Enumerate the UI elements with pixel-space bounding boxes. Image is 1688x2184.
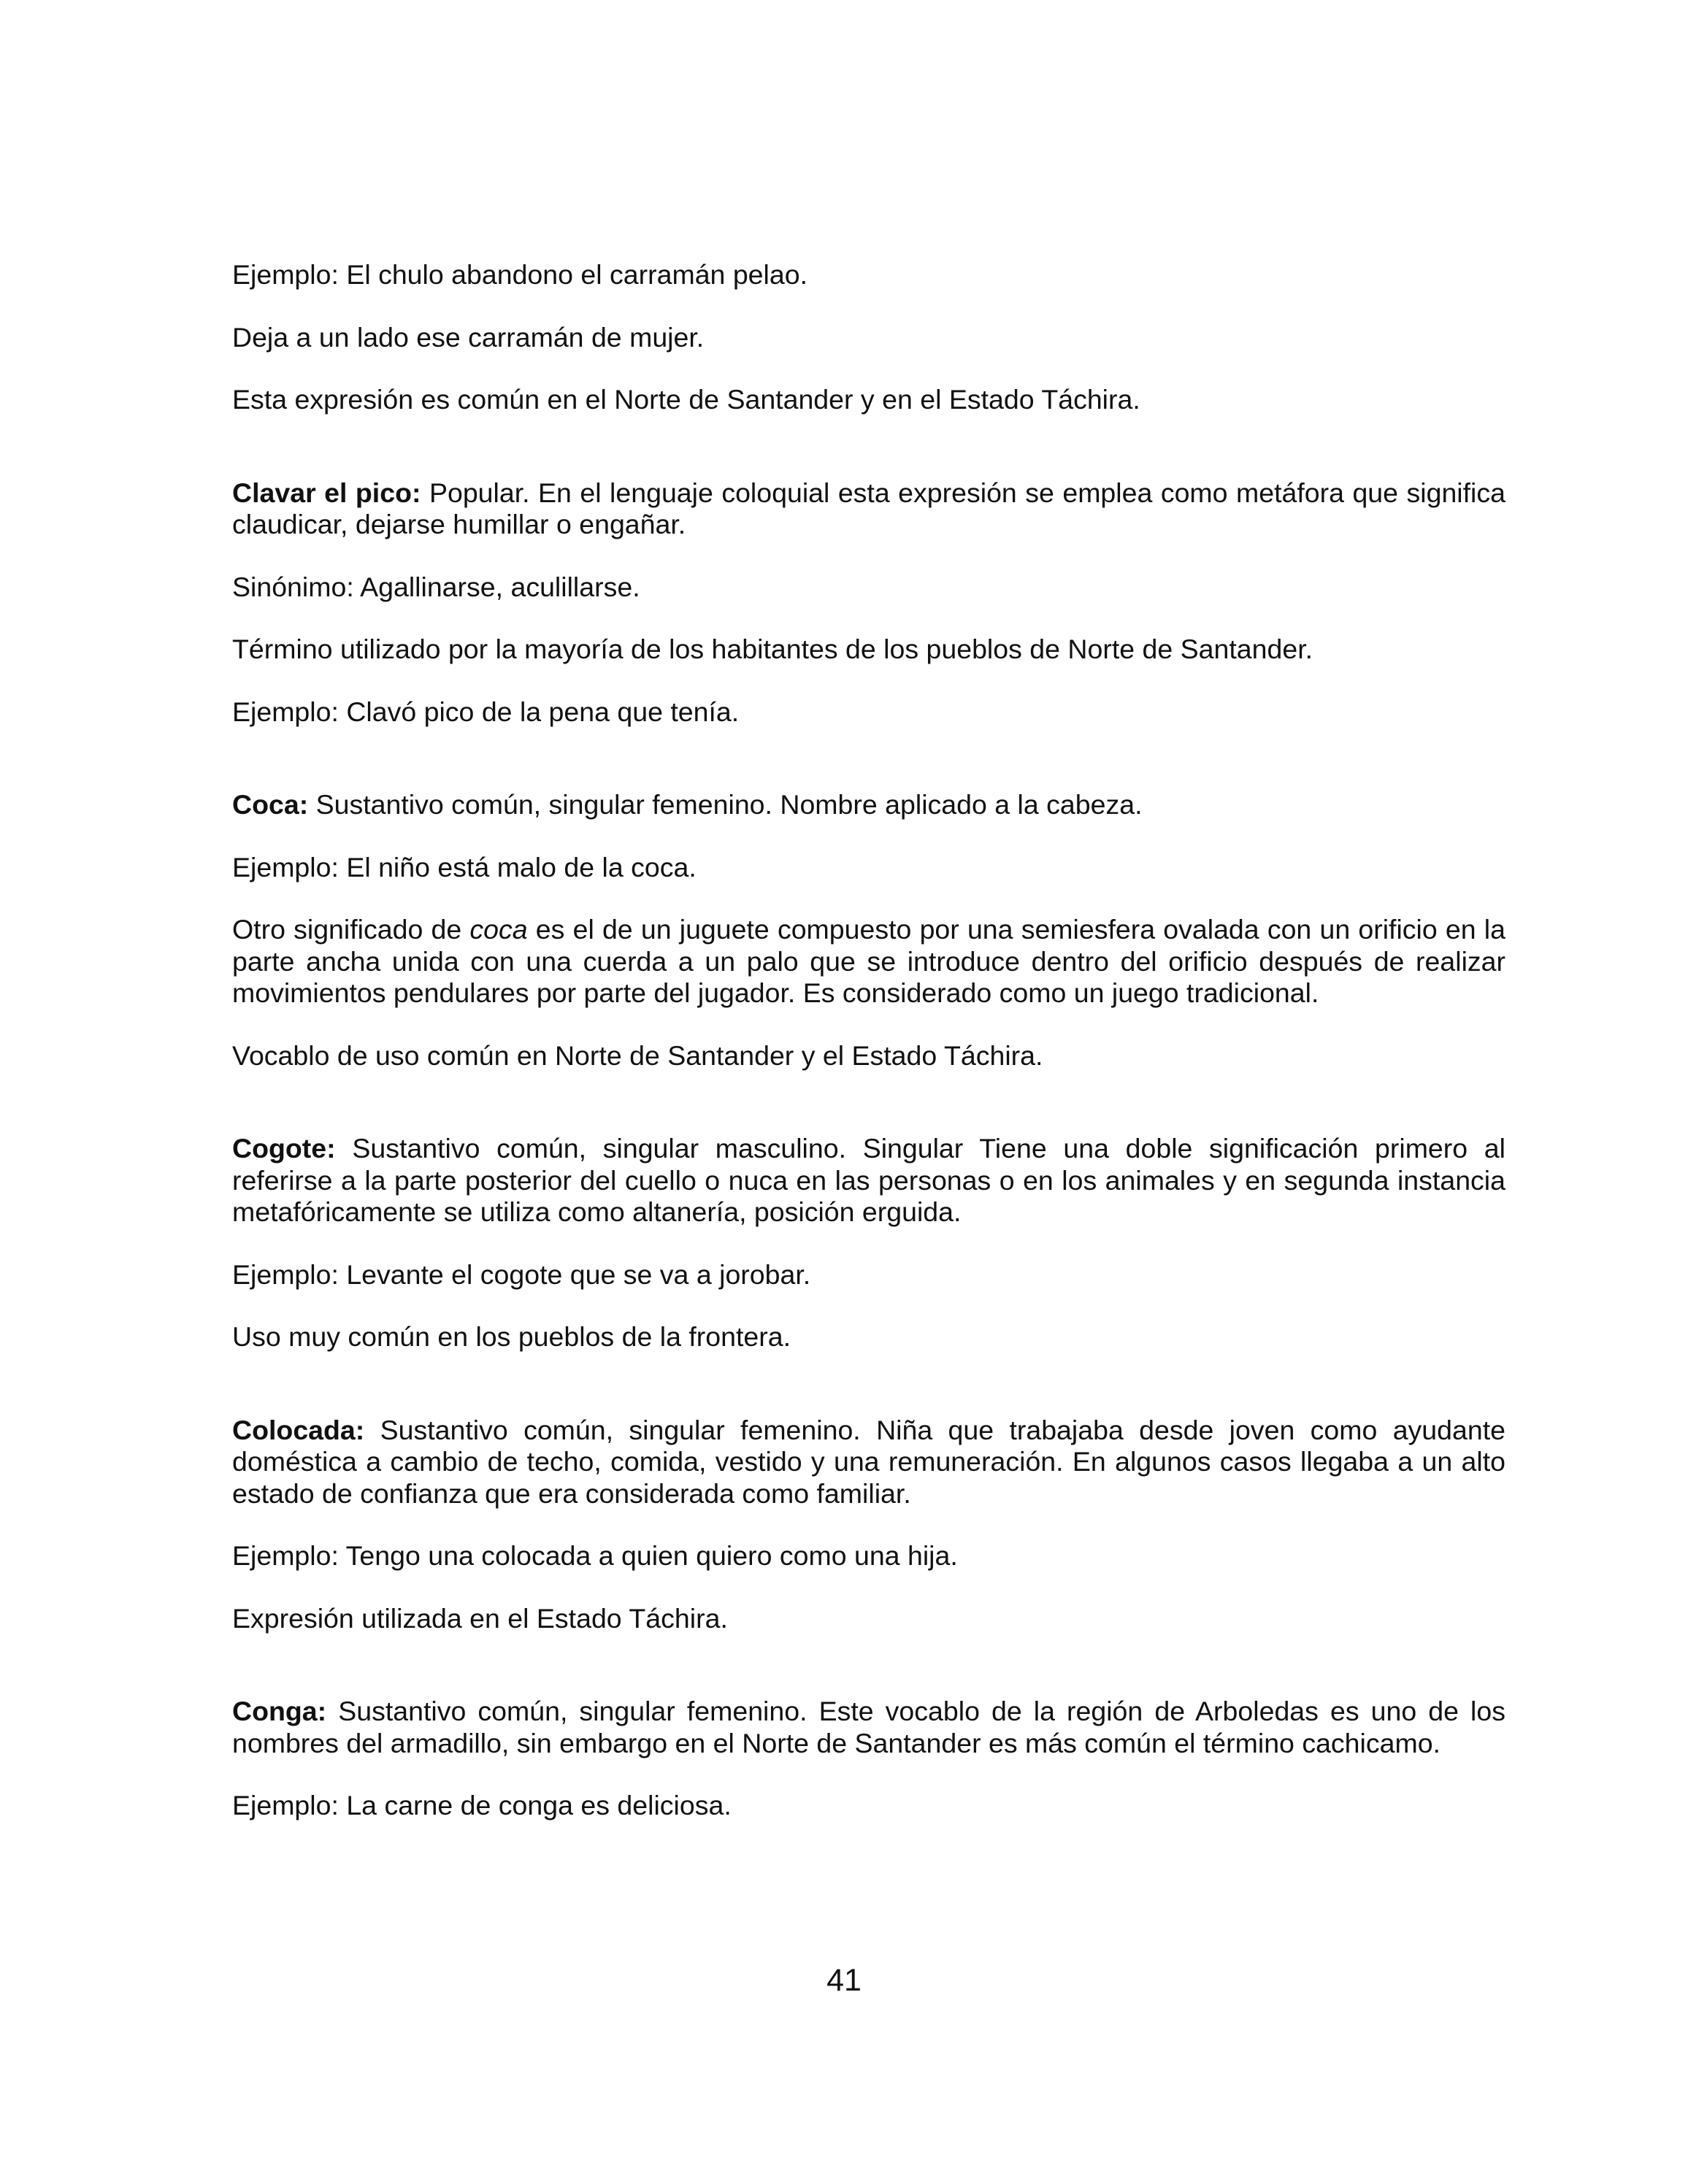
usage-paragraph: Vocablo de uso común en Norte de Santander y el Estado Táchira. bbox=[232, 1039, 1043, 1071]
meaning-paragraph bbox=[232, 914, 1505, 1010]
entry-definition: Sustantivo común, singular femenino. Niña que trabajaba desde joven como ayudante doméstica a cambio de techo, comida, vestido y una remuneración. En algunos casos llegaba a un alto estado de confianza que era considerada como familiar. bbox=[232, 1414, 1505, 1509]
entry-definition: Sustantivo común, singular femenino. Nombre aplicado a la cabeza. bbox=[308, 789, 1143, 820]
example-paragraph: Ejemplo: Tengo una colocada a quien quiero como una hija. bbox=[232, 1540, 958, 1571]
page-body bbox=[232, 259, 1505, 1822]
example-paragraph: Ejemplo: El chulo abandono el carramán pelao. bbox=[232, 259, 807, 290]
example-paragraph: Ejemplo: Clavó pico de la pena que tenía. bbox=[232, 696, 740, 727]
page-number: 41 bbox=[826, 1963, 862, 1998]
entry-conga bbox=[232, 1696, 1505, 1759]
entry-definition: Popular. En el lenguaje coloquial esta expresión se emplea como metáfora que significa claudicar, dejarse humillar o engañar. bbox=[232, 477, 1505, 539]
entry-term: Clavar el pico: bbox=[232, 477, 421, 508]
entry-term: Coca: bbox=[232, 789, 309, 820]
entry-term: Cogote: bbox=[232, 1133, 336, 1164]
usage-paragraph: Esta expresión es común en el Norte de Santander y en el Estado Táchira. bbox=[232, 384, 1140, 415]
example-paragraph: Ejemplo: El niño está malo de la coca. bbox=[232, 851, 697, 883]
usage-paragraph: Expresión utilizada en el Estado Táchira. bbox=[232, 1602, 728, 1634]
entry-colocada bbox=[232, 1415, 1505, 1510]
synonym-paragraph: Sinónimo: Agallinarse, aculillarse. bbox=[232, 571, 640, 602]
meaning-text: es el de un juguete compuesto por una semiesfera ovalada con un orificio en la parte ancha unida con una cuerda a un palo que se introduce dentro del orificio después de realizar movimientos pendulares por parte del jugador. Es considerado como un juego tradicional. bbox=[232, 914, 1505, 1008]
meaning-italic-term: coca bbox=[469, 914, 528, 945]
example-paragraph: Deja a un lado ese carramán de mujer. bbox=[232, 321, 705, 353]
meaning-text: Otro significado de bbox=[232, 914, 470, 945]
entry-definition: Sustantivo común, singular femenino. Este vocablo de la región de Arboledas es uno de los nombres del armadillo, sin embargo en el Norte de Santander es más común el término cachicamo. bbox=[232, 1696, 1505, 1758]
entry-coca bbox=[232, 789, 1505, 821]
entry-cogote bbox=[232, 1133, 1505, 1228]
usage-paragraph: Término utilizado por la mayoría de los habitantes de los pueblos de Norte de Santander. bbox=[232, 634, 1313, 664]
example-paragraph: Ejemplo: La carne de conga es deliciosa. bbox=[232, 1790, 732, 1820]
entry-term: Colocada: bbox=[232, 1414, 365, 1445]
entry-definition: Sustantivo común, singular masculino. Singular Tiene una doble significación primero al referirse a la parte posterior del cuello o nuca en las personas o en los animales y en segunda instancia metafóricamente se utiliza como altanería, posición erguida. bbox=[232, 1133, 1505, 1227]
entry-term: Conga: bbox=[232, 1696, 327, 1726]
usage-paragraph: Uso muy común en los pueblos de la frontera. bbox=[232, 1321, 791, 1352]
example-paragraph: Ejemplo: Levante el cogote que se va a jorobar. bbox=[232, 1258, 811, 1290]
entry-clavar-el-pico bbox=[232, 477, 1505, 541]
